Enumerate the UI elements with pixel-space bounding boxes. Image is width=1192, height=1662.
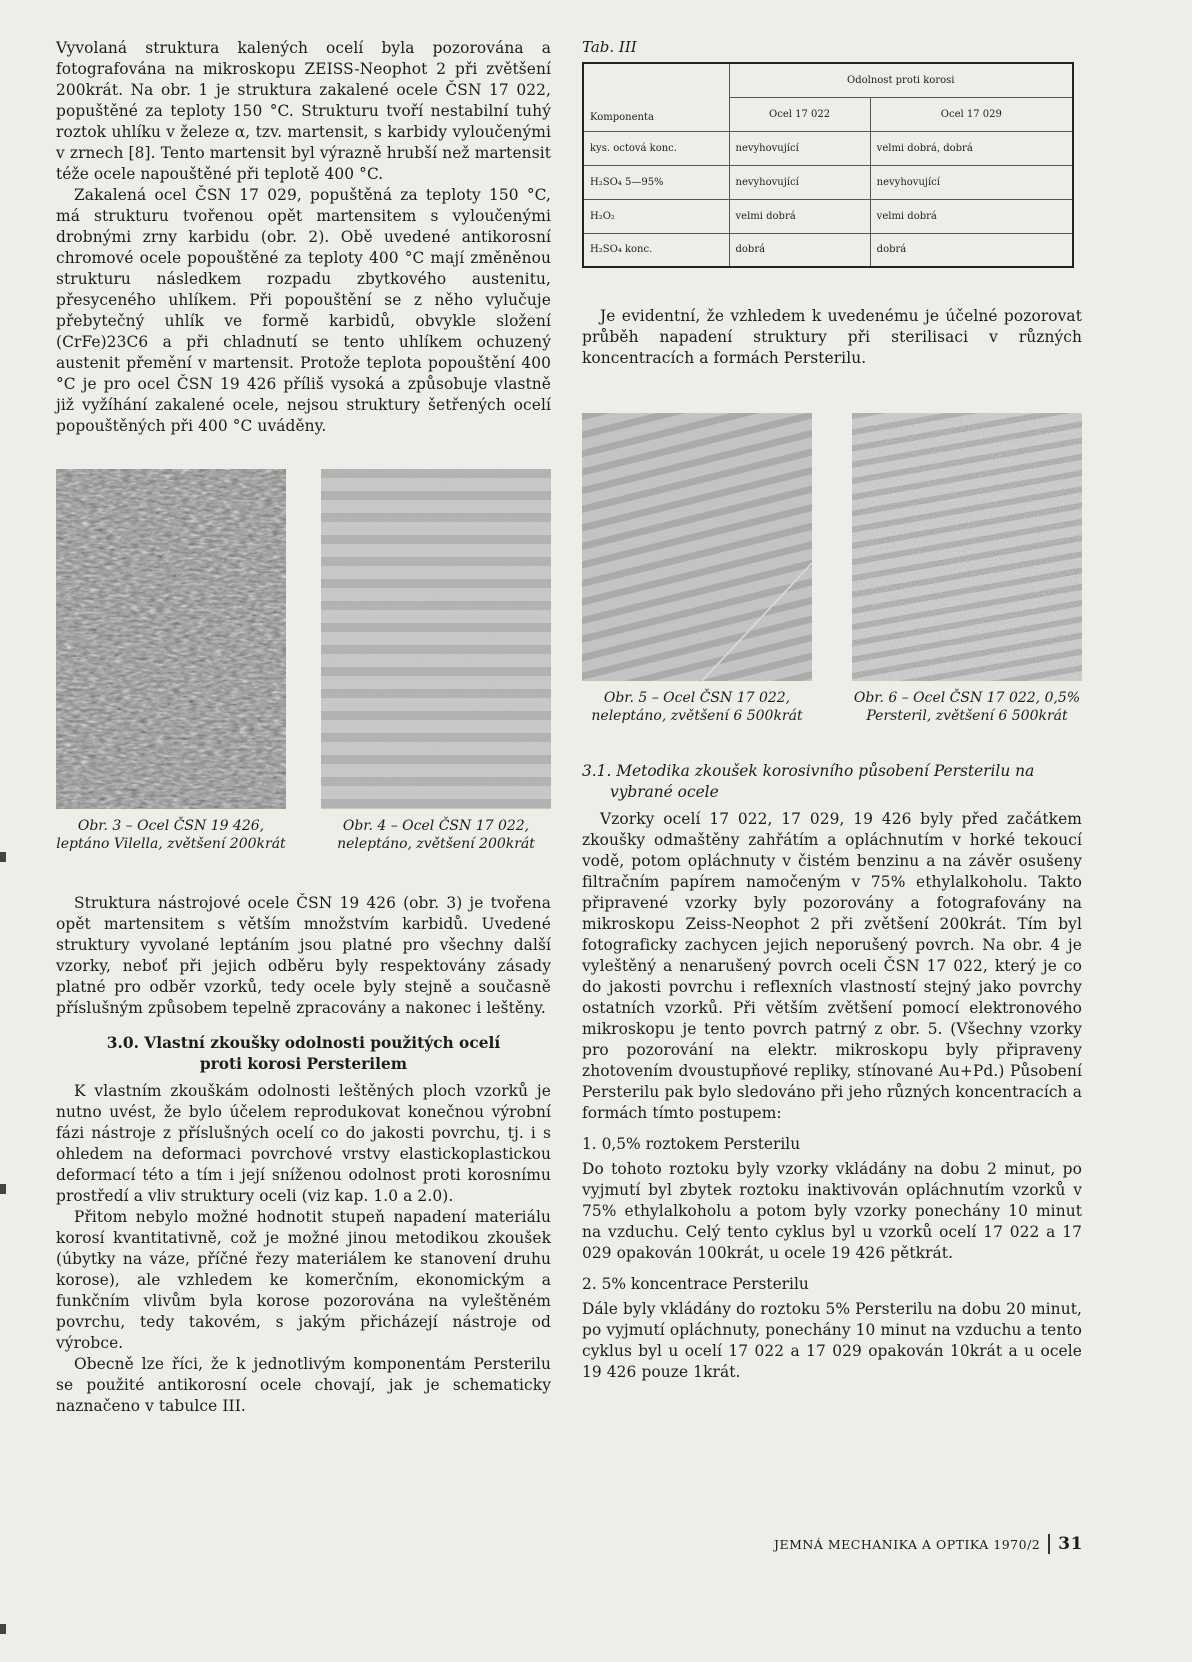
figure-5 bbox=[582, 413, 812, 725]
table-cell: nevyhovující bbox=[729, 165, 870, 199]
paragraph: Vyvolaná struktura kalených ocelí byla pozorována a fotografována na mikroskopu ZEISS-Neophot 2 při zvětšení 200krát. Na obr. 1 je struktura zakalené ocele ČSN 17 022, popuštěné za teploty 150 °C. Strukturu tvoří nestabilní tuhý roztok uhlíku v železe α, tzv. martensit, s karbidy vyloučenými v zrnech [8]. Tento martensit byl výrazně hrubší než martensit téže ocele napouštěné při teplotě 400 °C. bbox=[56, 39, 551, 183]
paragraph: Do tohoto roztoku byly vzorky vkládány na dobu 2 minut, po vyjmutí byl zbytek roztoku inaktivován opláchnutím vzorků v 75% ethylalkoholu a potom byly vzorky ponechány 10 minut na vzduchu. Celý tento cyklus byl u vzorků ocelí 17 022 a 17 029 opakován 100krát, u ocele 19 426 pětkrát. bbox=[582, 1160, 1082, 1262]
page-footer bbox=[774, 1534, 1083, 1554]
list-heading: 1. 0,5% roztokem Persterilu bbox=[582, 1135, 801, 1153]
table-cell: nevyhovující bbox=[870, 165, 1073, 199]
paragraph: Vzorky ocelí 17 022, 17 029, 19 426 byly před začátkem zkoušky odmaštěny zahřátím a opláchnutím v horké tekoucí vodě, potom opláchnuty v čistém benzinu a na závěr osušeny filtračním papírem namočeným v 75% ethylalkoholu. Takto připravené vzorky byly pozorovány a fotografovány na mikroskopu Zeiss-Neophot 2 při zvětšení 200krát. Tím byl fotograficky zachycen jejich neporušený povrch. Na obr. 4 je vyleštěný a nenarušený povrch oceli ČSN 17 022, který je co do jakosti povrchu i reflexních vlastností stejný jako povrchy ostatních vzorků. Při větším zvětšení pomocí elektronového mikroskopu je tento povrch patrný z obr. 5. (Všechny vzorky pro pozorování na elektr. mikroskopu byly připraveny zhotovením dvoustupňové repliky, stínované Au+Pd.) Působení Persterilu pak bylo sledováno při jeho různých koncentracích a formách tímto postupem: bbox=[582, 810, 1082, 1122]
table-header-component: Komponenta bbox=[583, 63, 729, 131]
margin-mark bbox=[0, 1624, 6, 1634]
table-cell: velmi dobrá, dobrá bbox=[870, 131, 1073, 165]
paragraph: Zakalená ocel ČSN 17 029, popuštěná za teploty 150 °C, má strukturu tvořenou opět martensitem s vyloučenými drobnými zrny karbidu (obr. 2). Obě uvedené antikorosní chromové ocele popouštěné za teploty 400 °C mají změněnou strukturu následkem rozpadu zbytkového austenitu, přesyceného uhlíkem. Při popouštění se z něho vylučuje přebytečný uhlík ve formě karbidů, obvykle složení (CrFe)23C6 a při chladnutí se tento uhlíkem ochuzený austenit přemění v martensit. Protože teplota popouštění 400 °C je pro ocel ČSN 19 426 příliš vysoká a způsobuje vlastně již vyžíhání zakalené ocele, nejsou struktury šetřených ocelí popouštěných při 400 °C uváděny. bbox=[56, 186, 551, 435]
table-cell: velmi dobrá bbox=[729, 199, 870, 233]
table-header-col-a: Ocel 17 022 bbox=[729, 97, 870, 131]
figure-4 bbox=[321, 469, 551, 853]
figure-caption: Obr. 6 – Ocel ČSN 17 022, 0,5% Persteril, zvětšení 6 500krát bbox=[853, 690, 1081, 724]
table-row bbox=[583, 199, 1073, 233]
micrograph-image bbox=[582, 413, 812, 681]
table-cell: nevyhovující bbox=[729, 131, 870, 165]
figure-6 bbox=[852, 413, 1082, 725]
figure-row bbox=[56, 469, 551, 853]
paragraph: K vlastním zkouškám odolnosti leštěných ploch vzorků je nutno uvést, že bylo účelem reprodukovat konečnou výrobní fázi nástroje z příslušných ocelí co do jakosti povrchu, tj. i s ohledem na deformaci povrchové vrstvy elastickoplastickou deformací této a tím i její sníženou odolnost proti korosnímu prostředí a vliv struktury oceli (viz kap. 1.0 a 2.0). bbox=[56, 1082, 551, 1205]
figure-caption: Obr. 3 – Ocel ČSN 19 426, leptáno Vilella, zvětšení 200krát bbox=[56, 818, 286, 852]
table-iii bbox=[582, 62, 1074, 268]
table-cell: H₂SO₄ 5—95% bbox=[583, 165, 729, 199]
paragraph: Přitom nebylo možné hodnotit stupeň napadení materiálu korosí kvantitativně, což je možné jinou metodikou zkoušek (úbytky na váze, příčné řezy materiálem ke stanovení druhu korose), ale vzhledem ke komerčním, ekonomickým a funkčním vlivům byla korose pozorována na vyleštěném povrchu, tedy takovém, s jakým přicházejí nástroje od výrobce. bbox=[56, 1208, 551, 1352]
table-cell: kys. octová konc. bbox=[583, 131, 729, 165]
table-row bbox=[583, 131, 1073, 165]
left-column bbox=[56, 38, 551, 1417]
paragraph: Obecně lze říci, že k jednotlivým komponentám Persterilu se použité antikorosní ocele chovají, jak je schematicky naznačeno v tabulce III. bbox=[56, 1355, 551, 1415]
right-column bbox=[582, 38, 1082, 1383]
paragraph: Je evidentní, že vzhledem k uvedenému je účelné pozorovat průběh napadení struktury při sterilisaci v různých koncentracích a formách Persterilu. bbox=[582, 307, 1082, 367]
figure-caption: Obr. 5 – Ocel ČSN 17 022, neleptáno, zvětšení 6 500krát bbox=[591, 690, 803, 724]
figure-caption: Obr. 4 – Ocel ČSN 17 022, neleptáno, zvětšení 200krát bbox=[337, 818, 535, 852]
table-label: Tab. III bbox=[582, 38, 637, 56]
section-heading bbox=[56, 1033, 551, 1075]
paragraph: Dále byly vkládány do roztoku 5% Persterilu na dobu 20 minut, po vyjmutí opláchnuty, ponechány 10 minut na vzduchu a tento cyklus byl u ocelí 17 022 a 17 029 opakován 10krát a u ocele 19 426 pouze 1krát. bbox=[582, 1300, 1082, 1381]
margin-mark bbox=[0, 852, 6, 862]
micrograph-image bbox=[56, 469, 286, 809]
table-row bbox=[583, 165, 1073, 199]
table-cell: velmi dobrá bbox=[870, 199, 1073, 233]
paragraph: Struktura nástrojové ocele ČSN 19 426 (obr. 3) je tvořena opět martensitem s větším množstvím karbidů. Uvedené struktury vyvolané leptáním jsou platné pro všechny další vzorky, neboť při jejich odběru byly respektovány zásady platné pro odběr vzorků, tedy ocele byly stejně a současně příslušným způsobem tepelně zpracovány a nakonec i leštěny. bbox=[56, 894, 551, 1017]
margin-mark bbox=[0, 1184, 6, 1194]
table-cell: H₂O₂ bbox=[583, 199, 729, 233]
section-heading-line: 3.0. Vlastní zkoušky odolnosti použitých ocelí bbox=[106, 1034, 501, 1052]
list-heading: 2. 5% koncentrace Persterilu bbox=[582, 1275, 809, 1293]
micrograph-image bbox=[852, 413, 1082, 681]
journal-name: JEMNÁ MECHANIKA A OPTIKA 1970/2 bbox=[774, 1537, 1041, 1552]
table-header-col-b: Ocel 17 029 bbox=[870, 97, 1073, 131]
table-cell: dobrá bbox=[870, 233, 1073, 267]
table-group-header: Odolnost proti korosi bbox=[729, 63, 1073, 97]
page-number: 31 bbox=[1048, 1534, 1083, 1554]
table-cell: H₂SO₄ konc. bbox=[583, 233, 729, 267]
subsection-heading: 3.1. Metodika zkoušek korosivního působení Persterilu na vybrané ocele bbox=[582, 762, 1035, 801]
micrograph-image bbox=[321, 469, 551, 809]
table-cell: dobrá bbox=[729, 233, 870, 267]
section-heading-line: proti korosi Persterilem bbox=[199, 1055, 408, 1073]
table-row bbox=[583, 233, 1073, 267]
figure-3 bbox=[56, 469, 286, 853]
figure-row bbox=[582, 413, 1082, 725]
